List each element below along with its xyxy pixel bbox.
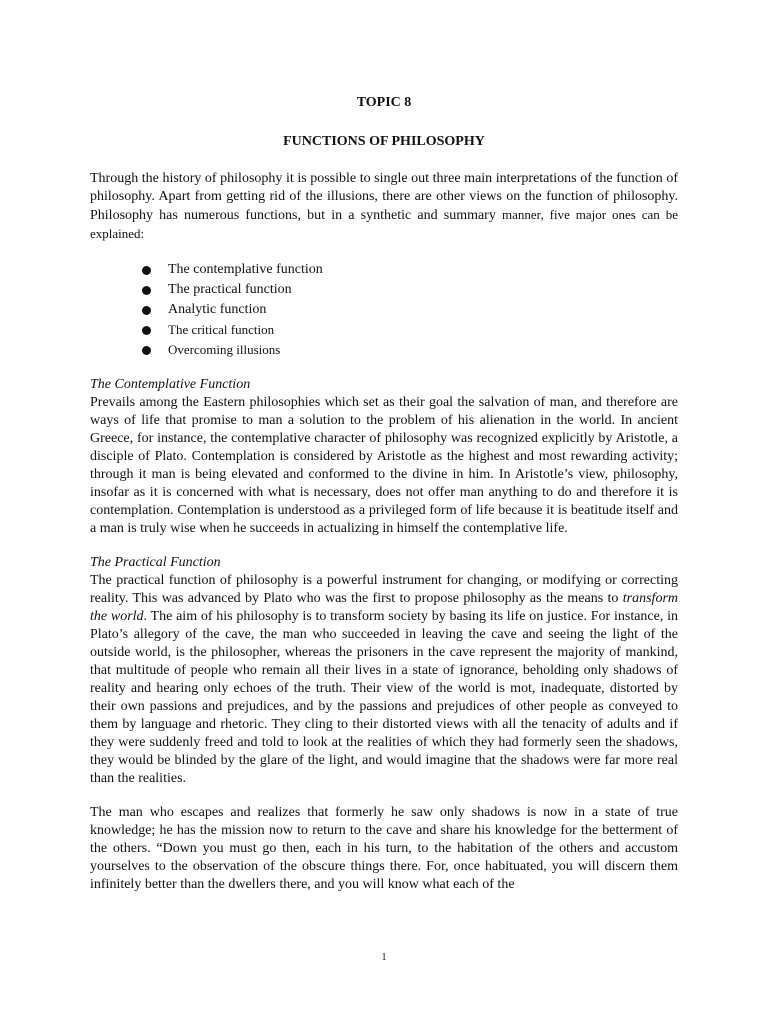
- list-item: The practical function: [142, 280, 678, 300]
- bullet-icon: [142, 306, 151, 315]
- bullet-icon: [142, 286, 151, 295]
- intro-text-end: manner, five major ones can be explained:: [90, 207, 678, 241]
- emphasis-text: transform the world: [90, 591, 678, 624]
- list-item: Analytic function: [142, 300, 678, 320]
- practical-section: [90, 554, 678, 894]
- contemplative-paragraph: Prevails among the Eastern philosophies which set as their goal the salvation of man, and therefore are ways of life that promise to man a solution to the problem of his alienation in the world. In ancient Greece, for instance, the contemplative character of philosophy was recognized explicitly by Aristotle, a disciple of Plato. Contemplation is considered by Aristotle as the highest and most rewarding activity; through it man is being elevated and conformed to the divine in him. In Aristotle’s view, philosophy, insofar as it is concerned with what is necessary, does not offer man anything to do and therefore it is contemplation. Contemplation is understood as a privileged form of life because it is beatitude itself and a man is truly wise when he succeeds in actualizing in himself the contemplative life.: [90, 395, 678, 536]
- practical-paragraph-2: The man who escapes and realizes that formerly he saw only shadows is now in a state of true knowledge; he has the mission now to return to the cave and share his knowledge for the betterment of the others. “Down you must go then, each in his turn, to the habitation of the others and accustom yourselves to the observation of the obscure things there. For, once habituated, you will discern them infinitely better than the dwellers there, and you will know what each of the: [90, 805, 678, 892]
- topic-number: TOPIC 8: [356, 95, 412, 110]
- list-item: The contemplative function: [142, 260, 678, 280]
- page-number: 1: [381, 952, 387, 963]
- page-title: FUNCTIONS OF PHILOSOPHY: [283, 134, 485, 149]
- bullet-icon: [142, 346, 151, 355]
- functions-list: [142, 260, 678, 360]
- document-body: [90, 170, 678, 910]
- intro-text: Through the history of philosophy it is possible to single out three main interpretations of the function of philosophy. Apart from getting rid of the illusions, there are other views on the function of philosophy. Philosophy has numerous functions, but in a synthetic and summary: [90, 171, 678, 223]
- list-item: Overcoming illusions: [142, 340, 678, 360]
- contemplative-heading: The Contemplative Function: [90, 377, 251, 392]
- practical-paragraph: The practical function of philosophy is a powerful instrument for changing, or modifying or correcting reality. This was advanced by Plato who was the first to propose philosophy as the means to transform the world. The aim of his philosophy is to transform society by basing its life on justice. For instance, in Plato’s allegory of the cave, the man who succeeded in leaving the cave and seeing the light of the outside world, is the philosopher, whereas the prisoners in the cave represent the majority of mankind, that multitude of people who remain all their lives in a state of ignorance, beholding only shadows of reality and hearing only echoes of the truth. Their view of the world is mot, inadequate, distorted by their own passions and prejudices, and by the passions and prejudices of other people as conveyed to them by language and rhetoric. They cling to their distorted views with all the tenacity of adults and if they were suddenly freed and told to look at the realities of which they had formerly seen the shadows, they would be blinded by the glare of the light, and would imagine that the shadows were far more real than the realities.: [90, 573, 678, 786]
- contemplative-section: [90, 376, 678, 538]
- practical-heading: The Practical Function: [90, 555, 221, 570]
- intro-paragraph: [90, 170, 678, 244]
- bullet-icon: [142, 326, 151, 335]
- list-item: The critical function: [142, 320, 678, 340]
- bullet-icon: [142, 266, 151, 275]
